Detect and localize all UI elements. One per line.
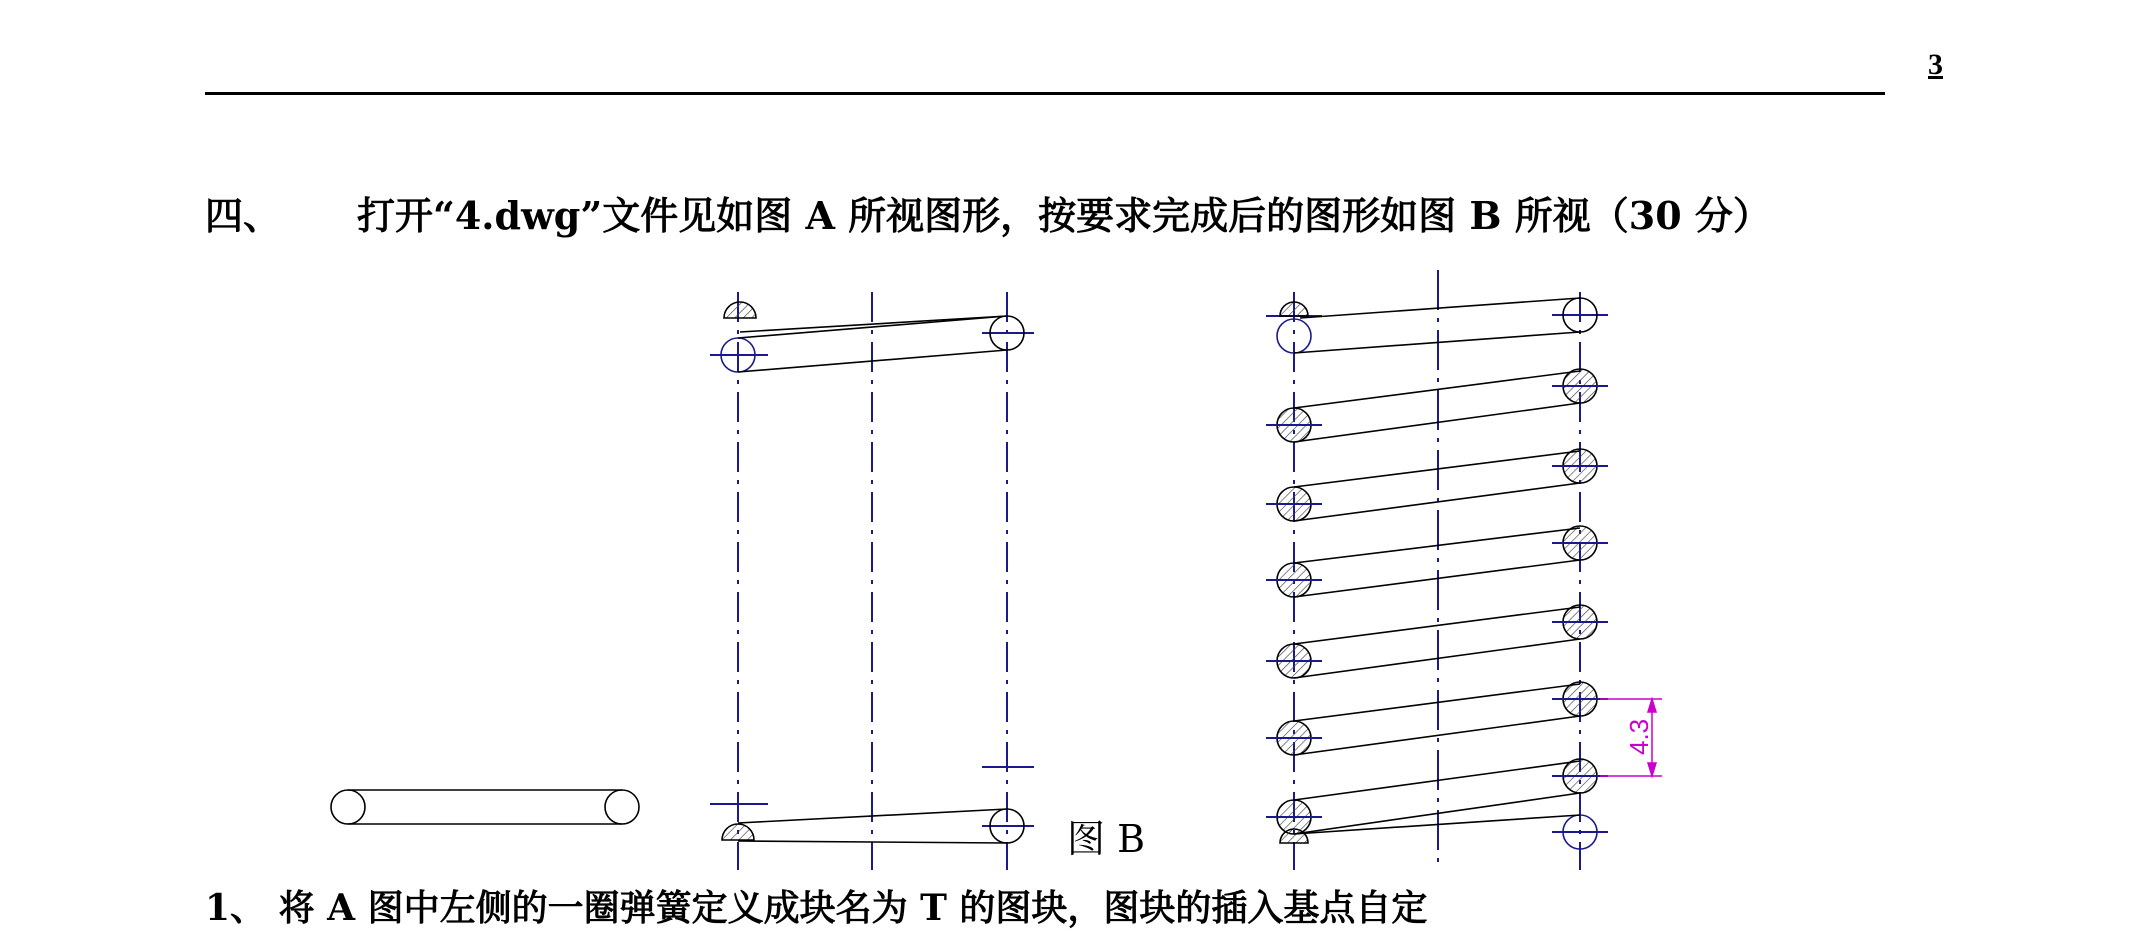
figure-caption: 图 B	[1067, 817, 1146, 861]
question-number: 四、	[205, 193, 282, 238]
question-text: 打开“4.dwg”文件见如图 A 所视图形，按要求完成后的图形如图 B 所视（30 分）	[357, 193, 1771, 238]
dimension-label: 4.3	[1624, 718, 1654, 755]
figure-b-spring	[1266, 270, 1662, 870]
spring-coil-block	[331, 790, 639, 824]
instruction-line: 1、 将 A 图中左侧的一圈弹簧定义成块名为 T 的图块，图块的插入基点自定	[205, 887, 1428, 929]
figure-a-spring	[710, 292, 1034, 870]
page-number: 3	[1928, 48, 1943, 81]
